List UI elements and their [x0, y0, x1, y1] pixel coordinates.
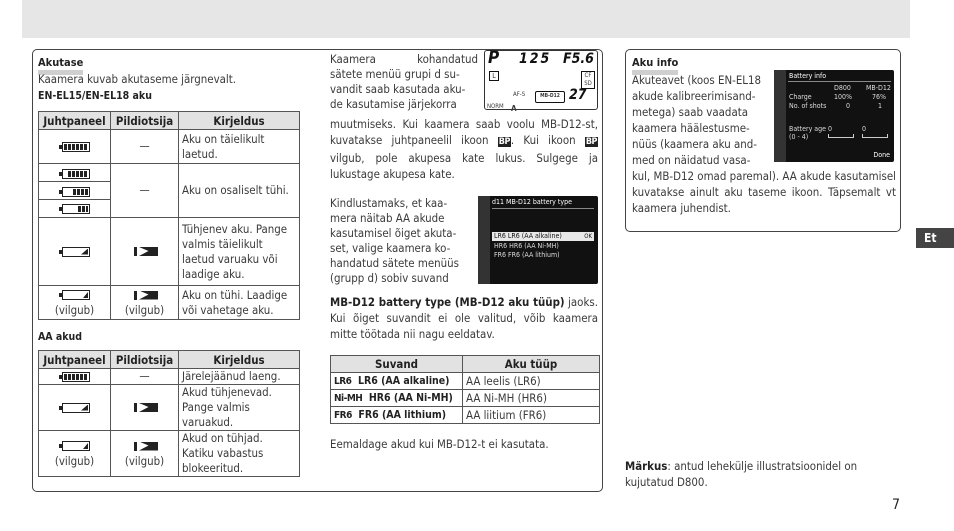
viewfinder-battery-icon	[134, 247, 158, 256]
table-row: LR6 LR6 (AA alkaline) AA leelis (LR6)	[331, 373, 600, 390]
table-row: (vilgub) (vilgub) Akud on tühjad. Katiku vabastus blokeeritud.	[39, 431, 300, 477]
th-viewfinder: Pildiotsija	[111, 112, 179, 130]
battery-info-screenshot: Battery info D800 MB-D12 Charge 100% 76% No. of shots 0 1 Battery age (0 - 4) 0 0 Done	[774, 70, 894, 162]
th-control-panel: Juhtpaneel	[39, 112, 111, 130]
top-band	[22, 0, 910, 38]
viewfinder-battery-icon	[134, 403, 158, 412]
table-row: — Aku on täielikult laetud.	[39, 130, 300, 164]
remove-batteries-note: Eemaldage akud kui MB-D12-t ei kasutata.	[330, 437, 549, 451]
table-row: — Aku on osaliselt tühi.	[39, 164, 300, 218]
battery-table-aa: Juhtpaneel Pildiotsija Kirjeldus — Järelejäänud laeng. Akud tühjenevad. Pange valmis varuakud. (vilgub) (vilgub) Akud on tühjad. Katiku vabastus blokeeritud.	[38, 350, 300, 477]
battery-low-icon	[62, 403, 90, 413]
enel-heading: EN-EL15/EN-EL18 aku	[38, 90, 152, 102]
para1-top: Kaamera kohandatud sätete menüü grupi d su- vandit saab kasutada aku- de kasutamise järjekorra	[330, 52, 478, 111]
language-tab[interactable]: Et	[916, 228, 954, 248]
menu-option: FR6 FR6 (AA lithium)	[494, 251, 560, 259]
battery-empty-icon	[62, 290, 90, 300]
bp-icon: BP	[585, 137, 597, 147]
aku-info-text-rest: kul, MB-D12 omad paremal). AA akude kasutamisel kuvatakse ainult aku taseme ikoon. Täpsemalt vt kaamera juhendist.	[632, 169, 896, 215]
battery-empty-icon	[62, 441, 90, 451]
table-row: FR6 FR6 (AA lithium) AA liitium (FR6)	[331, 407, 600, 424]
aku-info-heading: Aku info	[632, 55, 678, 75]
table-row: (vilgub) (vilgub) Aku on tühi. Laadige või vahetage aku.	[39, 286, 300, 320]
aku-info-text-top: Akuteavet (koos EN-EL18 akude kalibreerimisand- metega) saab vaadata kaamera häälestusme- nüüs (kaamera aku and- med on näidatud vasa-	[632, 73, 762, 167]
para2-rest: MB-D12 battery type (MB-D12 aku tüüp) jaoks. Kui õiget suvandit ei ole valitud, võib kaamera mitte töötada nii nagu eeldatav.	[330, 295, 598, 341]
table-row: Akud tühjenevad. Pange valmis varuakud.	[39, 385, 300, 431]
aa-heading: AA akud	[38, 331, 83, 343]
battery-level-3-icon	[62, 187, 90, 197]
th-description: Kirjeldus	[179, 112, 300, 130]
control-panel-illustration: P 125 F5.6 L CF SD AF-S NORM A MB-D12 27	[484, 50, 598, 110]
battery-level-4-icon	[62, 169, 90, 179]
akutase-intro: Kaamera kuvab akutaseme järgnevalt.	[38, 72, 237, 86]
table-row: Tühjenev aku. Pange valmis täielikult laetud varuaku või laadige aku.	[39, 218, 300, 286]
akutase-heading: Akutase	[38, 55, 83, 75]
page-number: 7	[892, 497, 901, 513]
bp-icon: BP	[498, 137, 510, 147]
menu-option: LR6 LR6 (AA alkaline)	[492, 232, 594, 241]
table-row: Ni-MH HR6 (AA Ni-MH) AA Ni-MH (HR6)	[331, 390, 600, 407]
viewfinder-battery-icon	[134, 291, 158, 300]
viewfinder-battery-icon	[134, 442, 158, 451]
table-row: — Järelejäänud laeng.	[39, 369, 300, 385]
battery-level-2-icon	[62, 204, 90, 214]
battery-full-icon	[62, 372, 90, 382]
battery-type-menu-screenshot: d11 MB-D12 battery type LR6 LR6 (AA alkaline) OK HR6 HR6 (AA Ni-MH) FR6 FR6 (AA lithium)	[478, 196, 598, 284]
para2-top: Kindlustamaks, et kaa- mera näitab AA akude kasutamisel õiget akuta- set, valige kaamera ko- handatud sätete menüüs (grupp d) sobiv suvand	[330, 196, 459, 285]
menu-option: HR6 HR6 (AA Ni-MH)	[494, 242, 559, 250]
battery-low-icon	[62, 247, 90, 257]
para1-rest: muutmiseks. Kui kaamera saab voolu MB-D12-st, kuvatakse juhtpaneelil ikoon BP. Kui ikoon BP vilgub, pole akupesa kate lukus. Sulgege ja lukustage akupesa kate.	[330, 117, 598, 181]
battery-type-table: Suvand Aku tüüp LR6 LR6 (AA alkaline) AA leelis (LR6) Ni-MH HR6 (AA Ni-MH) AA Ni-MH (HR6) FR6 FR6 (AA lithium) AA liitium (FR6)	[330, 355, 600, 424]
note: Märkus: antud lehekülje illustratsioonidel on kujutatud D800.	[625, 459, 858, 489]
battery-full-icon	[62, 142, 90, 152]
battery-table-enel	[38, 111, 300, 320]
